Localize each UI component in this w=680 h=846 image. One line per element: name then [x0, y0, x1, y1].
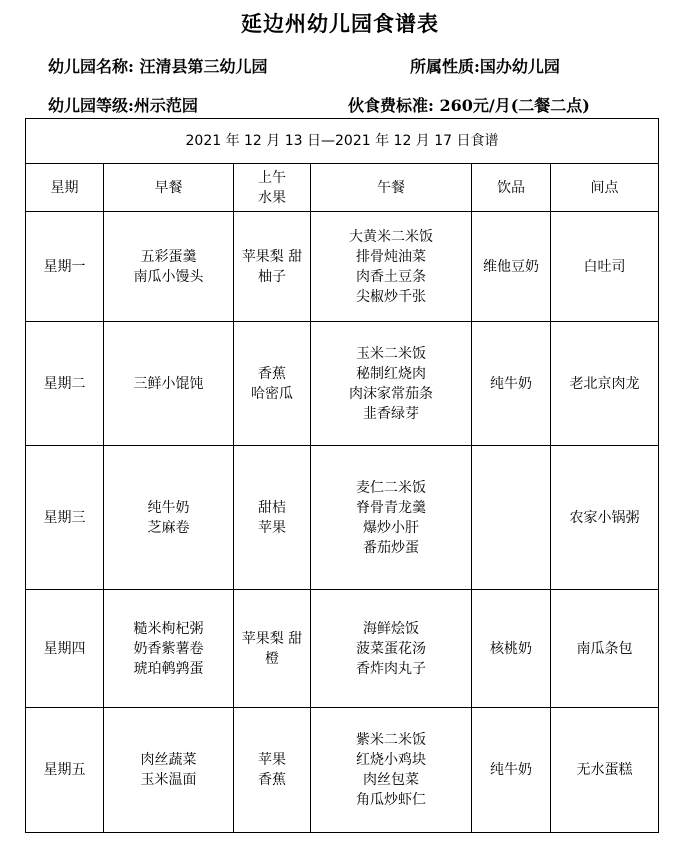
cell-fruit-line: 香蕉 — [258, 365, 286, 382]
cell-fruit-line: 哈密瓜 — [251, 385, 293, 402]
cell-lunch-line: 秘制红烧肉 — [356, 365, 426, 382]
table-row — [26, 322, 659, 446]
menu-table — [25, 118, 659, 833]
header-fruit — [234, 164, 311, 212]
cell-lunch-line: 尖椒炒千张 — [356, 288, 426, 305]
header-lunch: 午餐 — [311, 164, 472, 212]
cell-drink: 纯牛奶 — [472, 708, 551, 833]
table-row — [26, 446, 659, 590]
table-caption: 2021 年 12 月 13 日—2021 年 12 月 17 日食谱 — [26, 119, 659, 164]
menu-body — [26, 212, 659, 833]
cell-breakfast — [104, 708, 234, 833]
cell-breakfast-line: 奶香紫薯卷 — [133, 640, 204, 657]
cell-lunch-line: 麦仁二米饭 — [356, 479, 426, 496]
cell-lunch-line: 肉香土豆条 — [356, 268, 426, 285]
cell-breakfast-line: 五彩蛋羹 — [140, 248, 197, 265]
meal-fee-standard: 伙食费标准: 260元/月(二餐二点) — [348, 96, 590, 115]
header-breakfast: 早餐 — [104, 164, 234, 212]
cell-snack: 农家小锅粥 — [551, 446, 659, 590]
cell-drink: 核桃奶 — [472, 590, 551, 708]
cell-breakfast-line: 玉米温面 — [140, 772, 197, 788]
cell-breakfast — [104, 322, 234, 446]
cell-lunch — [311, 590, 472, 708]
cell-lunch-line: 番茄炒蛋 — [363, 539, 419, 556]
cell-day: 星期五 — [26, 708, 104, 833]
cell-lunch-line: 肉沫家常茄条 — [349, 385, 433, 402]
table-row — [26, 212, 659, 322]
cell-lunch-line: 脊骨青龙羹 — [356, 499, 426, 516]
table-row — [26, 590, 659, 708]
cell-snack: 无水蛋糕 — [551, 708, 659, 833]
page-title: 延边州幼儿园食谱表 — [241, 11, 439, 36]
cell-fruit-line: 香蕉 — [258, 772, 286, 788]
cell-lunch-line: 海鲜烩饭 — [363, 620, 419, 637]
cell-breakfast-line: 肉丝蔬菜 — [140, 752, 197, 768]
cell-snack: 白吐司 — [551, 212, 659, 322]
cell-lunch-line: 排骨炖油菜 — [356, 248, 426, 265]
cell-fruit-line: 甜桔 — [258, 499, 286, 516]
cell-day: 星期二 — [26, 322, 104, 446]
cell-fruit-line: 橙 — [265, 650, 279, 667]
header-snack: 间点 — [551, 164, 659, 212]
cell-lunch-line: 肉丝包菜 — [363, 772, 419, 788]
cell-fruit-line: 苹果梨 甜 — [241, 248, 303, 265]
cell-breakfast-line: 南瓜小馒头 — [133, 268, 204, 285]
cell-snack: 南瓜条包 — [551, 590, 659, 708]
cell-breakfast-line: 三鲜小馄饨 — [133, 375, 204, 392]
cell-drink: 维他豆奶 — [472, 212, 551, 322]
cell-breakfast-line: 纯牛奶 — [147, 499, 190, 516]
cell-lunch-line: 爆炒小肝 — [363, 519, 419, 536]
header-drink: 饮品 — [472, 164, 551, 212]
cell-fruit-line: 苹果 — [258, 752, 286, 768]
cell-fruit-line: 苹果梨 甜 — [241, 630, 303, 647]
cell-lunch — [311, 322, 472, 446]
header-day: 星期 — [26, 164, 104, 212]
cell-lunch-line: 香炸肉丸子 — [356, 660, 426, 677]
cell-fruit — [234, 590, 311, 708]
table-row — [26, 708, 659, 833]
cell-fruit — [234, 322, 311, 446]
kindergarten-nature: 所属性质:国办幼儿园 — [410, 57, 560, 76]
table-header-row — [26, 164, 659, 212]
cell-fruit — [234, 212, 311, 322]
cell-lunch — [311, 446, 472, 590]
kindergarten-level: 幼儿园等级:州示范园 — [48, 96, 198, 115]
cell-fruit — [234, 708, 311, 833]
cell-day: 星期四 — [26, 590, 104, 708]
cell-lunch — [311, 708, 472, 833]
cell-fruit-line: 苹果 — [258, 519, 286, 536]
cell-lunch-line: 大黄米二米饭 — [349, 228, 433, 245]
header-fruit-line2: 水果 — [258, 189, 286, 206]
cell-fruit — [234, 446, 311, 590]
table-caption-row — [26, 119, 659, 164]
cell-drink: 纯牛奶 — [472, 322, 551, 446]
cell-breakfast — [104, 590, 234, 708]
cell-breakfast-line: 糙米枸杞粥 — [133, 620, 204, 637]
cell-day: 星期三 — [26, 446, 104, 590]
cell-breakfast-line: 芝麻卷 — [147, 519, 190, 536]
cell-lunch-line: 菠菜蛋花汤 — [356, 640, 426, 657]
cell-fruit-line: 柚子 — [258, 268, 286, 285]
cell-lunch-line: 紫米二米饭 — [356, 732, 426, 748]
cell-breakfast — [104, 212, 234, 322]
header-fruit-line1: 上午 — [258, 169, 286, 186]
cell-lunch-line: 玉米二米饭 — [356, 345, 426, 362]
cell-lunch — [311, 212, 472, 322]
kindergarten-name: 幼儿园名称: 汪清县第三幼儿园 — [48, 57, 268, 76]
cell-day: 星期一 — [26, 212, 104, 322]
cell-breakfast — [104, 446, 234, 590]
cell-breakfast-line: 琥珀鹌鹑蛋 — [133, 660, 204, 677]
cell-lunch-line: 韭香绿芽 — [363, 405, 419, 422]
cell-lunch-line: 红烧小鸡块 — [356, 752, 426, 768]
cell-drink — [472, 446, 551, 590]
cell-snack: 老北京肉龙 — [551, 322, 659, 446]
cell-lunch-line: 角瓜炒虾仁 — [356, 792, 426, 808]
